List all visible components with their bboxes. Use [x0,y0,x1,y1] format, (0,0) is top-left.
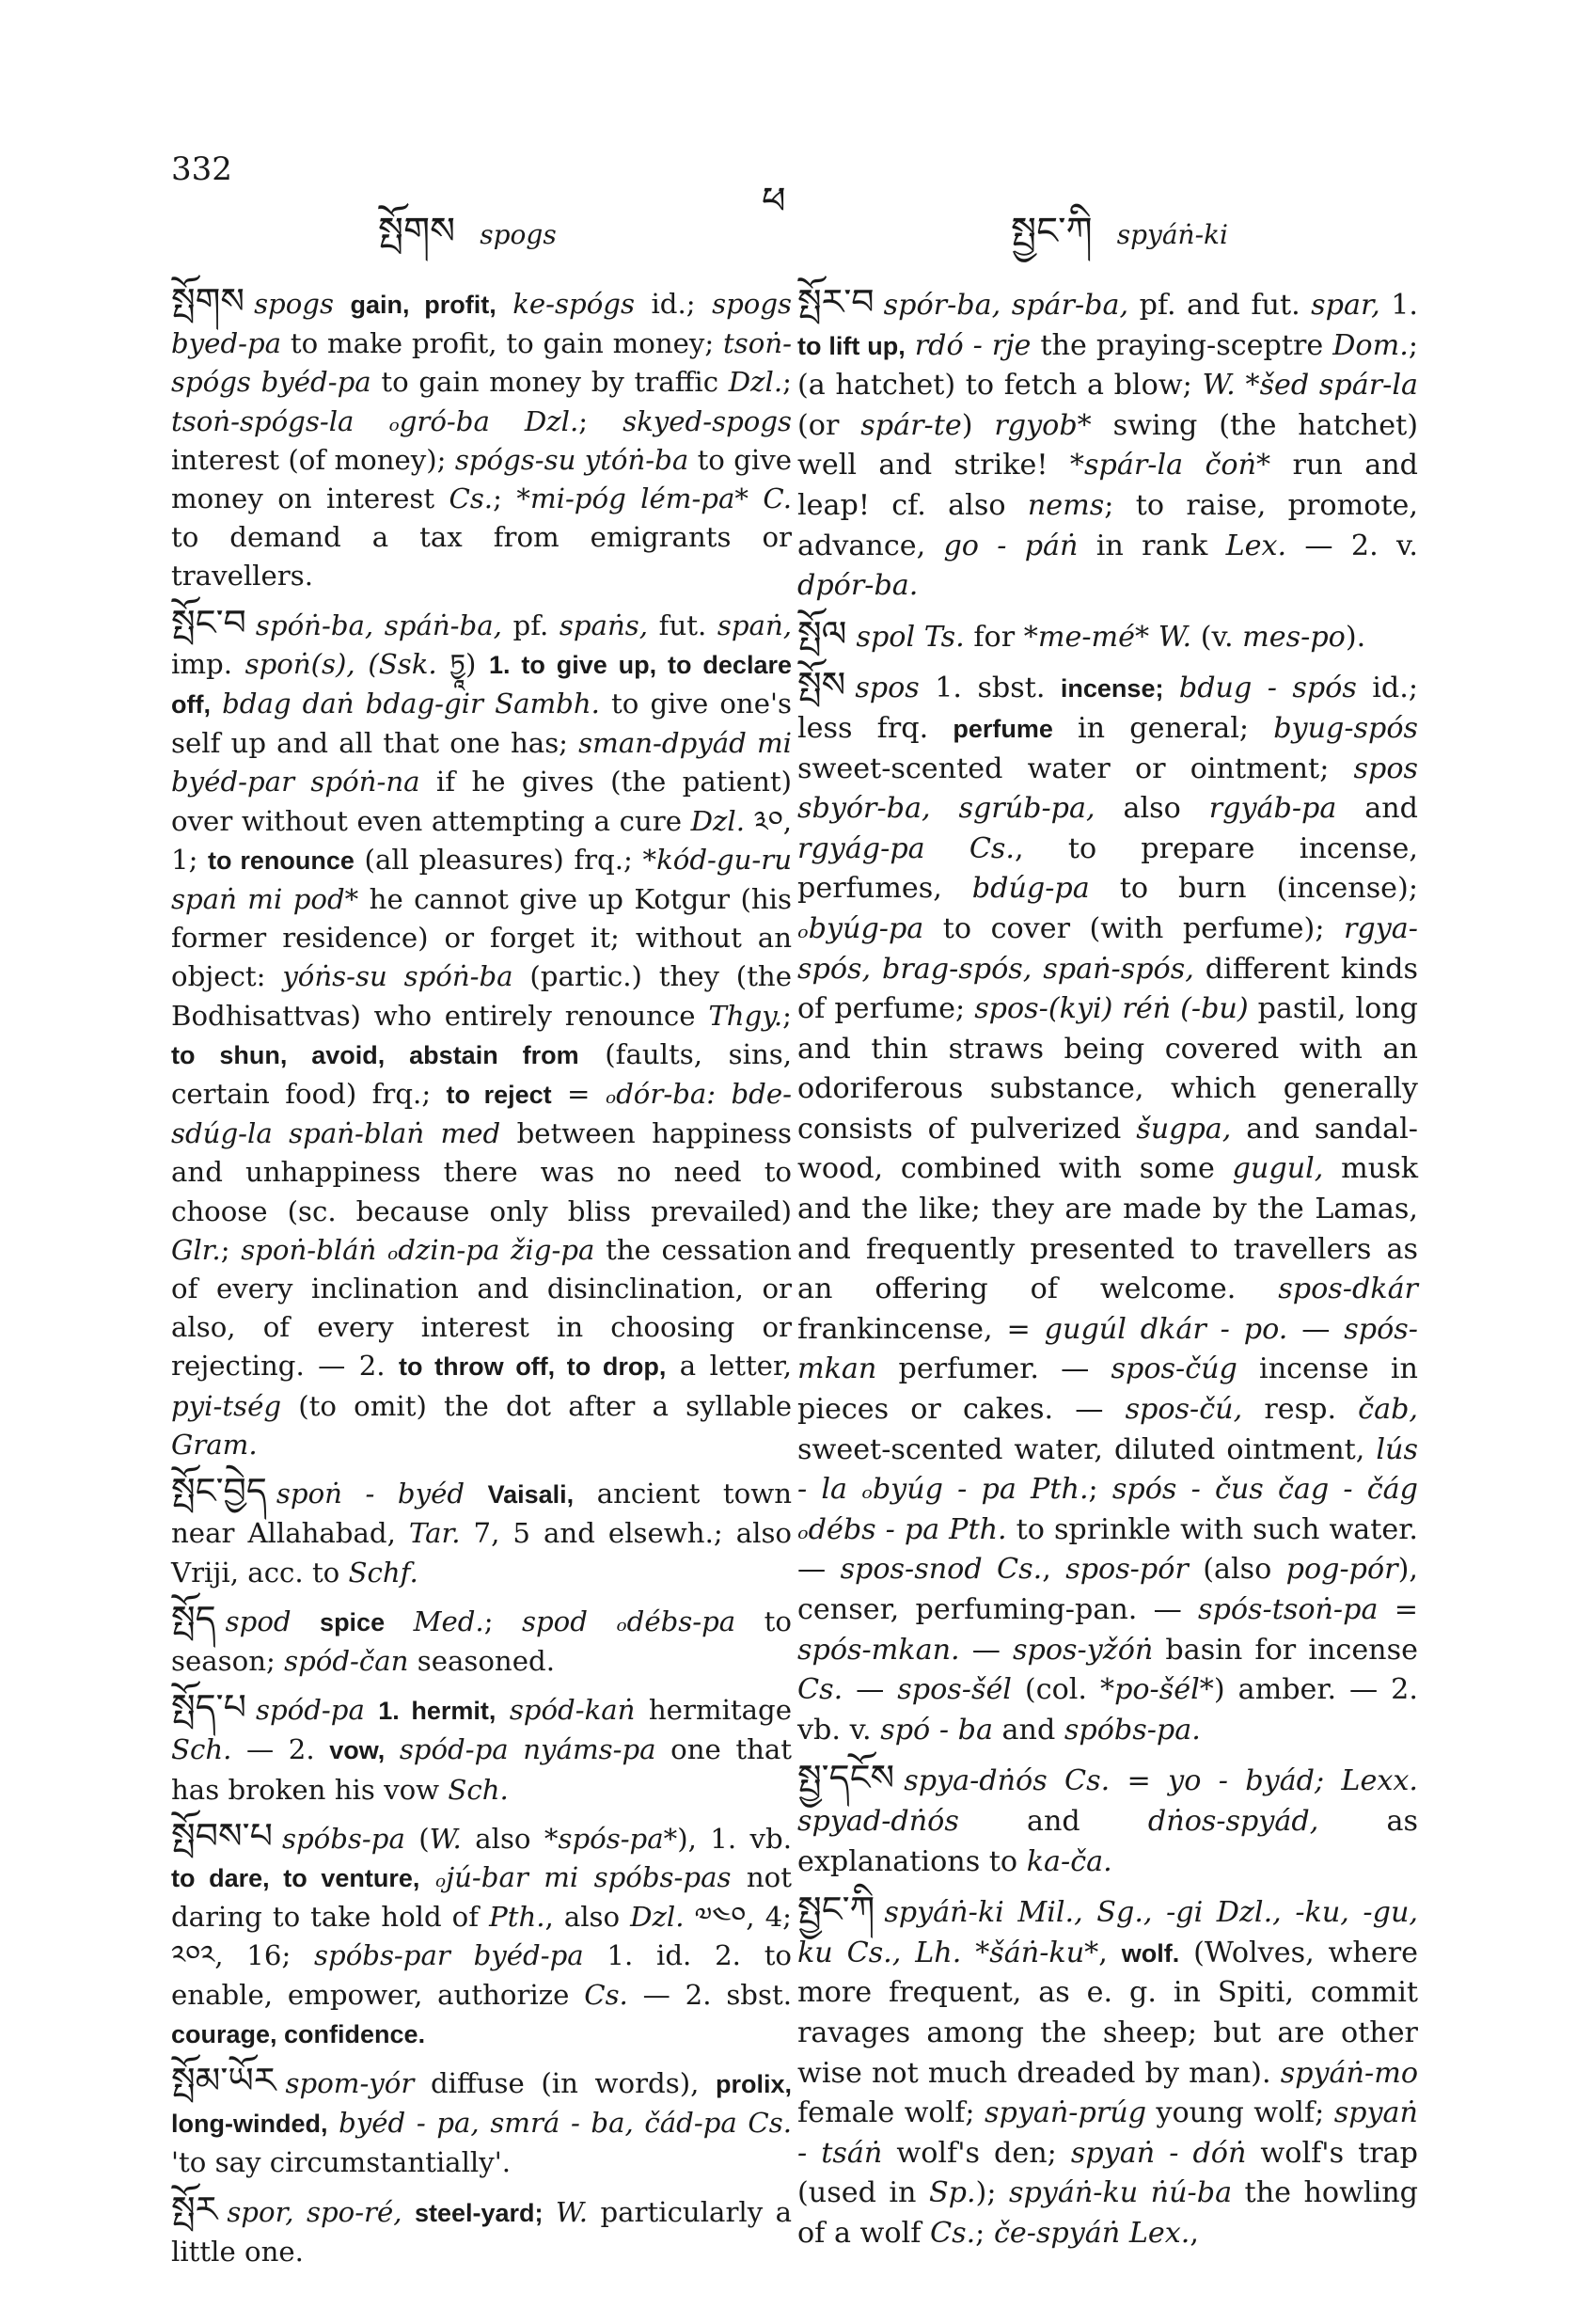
entry-text: ( [404,1822,430,1855]
entry-term-italic: spoṅ - byéd [276,1478,488,1510]
entry-term-italic: spoṅ(s), (Ssk. [244,647,437,680]
entry-term-italic: spód-kaṅ [509,1694,636,1727]
entry-headword-tibetan: སྤོད་པ [171,1686,246,1729]
entry-headword-tibetan: སྤོད [171,1597,216,1639]
entry-text: young wolf; [1146,2096,1334,2130]
entry-text: to season; [171,1605,792,1677]
entry-term-italic: spogs byed-pa [171,288,793,360]
entry-term-italic: C. [763,482,792,515]
entry-text: 1. id. 2. to enable, empower, authorize [171,1939,792,2011]
entry-definition-bold: vow, [329,1736,386,1765]
entry-text: to sprinkle with such water. — [797,1512,1418,1587]
entry-text: — [1287,1312,1345,1346]
entry-term-italic: spóṅ-ba, spáṅ-ba, [255,609,502,641]
entry-term-italic: spós-tsoṅ-pa = spós-mkan. [797,1593,1418,1667]
entry-term-italic: rdó - rje [914,328,1032,362]
entry-text [385,1605,413,1637]
entry-text: ; * [493,482,530,515]
entry-term-italic: spár-te [860,408,962,442]
entry-term-italic: gugúl dkár - po. [1044,1312,1288,1346]
entry-definition-bold: to shun, avoid, abstain from [171,1040,579,1069]
entry-text: (all pleasures) frq.; * [354,843,657,876]
entry-text: sweet-scented water or ointment; [797,751,1354,785]
entry-text [211,688,222,719]
entry-term-italic: rgyob [994,408,1078,442]
entry-text: * [734,482,764,515]
running-head-left-translit: spogs [480,219,557,250]
entry-text: * [1235,369,1260,403]
entry-term-italic: Sch. [448,1773,509,1806]
entry-definition-bold: steel-yard; [414,2198,544,2227]
entry-term-italic: spaṅ, [717,609,793,641]
entry-term-italic: nems [1027,488,1105,522]
entry-definition-bold: 1. hermit, [378,1697,496,1726]
entry-term-italic: spos-yžóṅ [1013,1633,1154,1667]
running-head-right-tibetan: སྤྱང་ཀི [1011,210,1093,253]
entry-text: 1. sbst. [919,672,1061,705]
entry-text: (col. * [1011,1673,1115,1707]
entry-term-italic: spogs [254,288,351,320]
entry-term-italic: spya-dṅós Cs. [904,1764,1111,1798]
entry-definition-bold: perfume [953,714,1053,743]
running-head-left-tibetan: སྤོགས [378,210,456,253]
entry-text: pf. [501,609,559,641]
entry-text: pastil, long and thin straws being covered with an odoriferous substance, which generally consists of pulverized [797,992,1419,1146]
entry-term-italic: spós-mkan [797,1312,1418,1386]
entry-term-italic: spyáṅ-mo [1280,2056,1418,2090]
entry-term-italic: šugpa, [1136,1112,1232,1146]
entry-text: ; [975,2216,994,2250]
entry-headword-tibetan: སྤྱ་དངོས [797,1757,895,1799]
entry-term-italic: ₒdór-ba: bde-sdúg-la spaṅ-blaṅ med [171,1078,792,1150]
entry-text: * [961,1936,990,1969]
entry-term-italic: Lex. [1225,529,1287,562]
entry-text [419,1861,434,1893]
entry-text: ; [578,404,623,437]
entry-text: particularly a little one. [171,2195,793,2268]
running-head-right [1011,188,1228,294]
entry-term-italic: Dzl. [728,366,783,399]
entry-text: ཏྱཱ) [436,647,489,680]
entry-text: (Wolves, where more frequent, as e. g. in Spiti, commit ravages among the sheep; but are other wise not much dreaded by man). [797,1936,1418,2090]
entry-term-italic: mes-po [1242,620,1346,654]
entry-term-italic: ₒjú-bar mi spóbs-pas [434,1860,732,1893]
entry-term-italic: spár-la čoṅ [1084,449,1257,482]
entry-text: fut. [648,609,717,641]
entry-text: * [1135,620,1158,654]
entry-term-italic: me-mé [1037,620,1136,654]
entry-term-italic: gugul, [1232,1152,1324,1186]
entry-text: sweet-scented water, diluted ointment, [797,1432,1377,1466]
entry-text: *, [1084,1936,1122,1969]
entry-term-italic: spos-dkár [1278,1273,1418,1306]
entry-text: ); [975,2176,1009,2210]
entry-term-italic: šed spár-la [1259,369,1419,403]
entry-text: one that has broken his vow [171,1733,793,1806]
entry-text: if he gives (the patient) over without even attempting a cure [171,766,792,837]
entry-term-italic: dpór-ba. [797,569,919,603]
entry-text: ) [961,408,995,442]
entry-text: = [551,1078,606,1111]
entry-text: female wolf; [797,2096,985,2130]
entry-headword-tibetan: སྤྱང་ཀི [797,1889,875,1931]
entry-term-italic: Dom. [1332,328,1409,362]
entry-text: , also [544,1901,631,1934]
entry-text: ; [782,999,792,1032]
entry-text: not daring to take hold of [171,1860,792,1934]
entry-text: as explanations to [797,1804,1418,1878]
entry-definition-bold: to reject [446,1081,552,1110]
entry-definition-bold: courage, confidence. [171,2019,426,2048]
dictionary-entry [797,282,1418,607]
entry-text: id.; [634,288,713,320]
entry-text: — 2. v. [1286,529,1419,562]
entry-text: and [992,1713,1064,1747]
entry-text: to cover (with perfume); [923,911,1344,945]
entry-text: 7, 5 and elsewh.; also Vriji, acc. to [171,1517,792,1589]
entry-definition-bold: to dare, to venture, [171,1863,420,1892]
entry-text: * swing (the hatchet) well and strike! * [797,408,1418,482]
entry-text: diffuse (in words), [414,2066,716,2099]
dictionary-entry [171,1688,792,1810]
entry-text: interest (of money); [171,443,455,476]
entry-text: ), censer, perfuming-pan. — [797,1553,1418,1626]
entry-text: the howling of a wolf [797,2176,1418,2250]
right-column [797,282,1418,2262]
entry-definition-bold: to lift up, [797,331,906,360]
entry-term-italic: spóbs-pa [282,1822,405,1855]
entry-text: and [958,1804,1148,1838]
entry-text: also * [461,1822,559,1855]
entry-text: to give one's self up and all that one has; [171,688,793,760]
entry-term-italic: ₒbyúg-pa [797,911,924,945]
entry-text: wolf's trap (used in [797,2136,1418,2210]
entry-term-italic: tsoṅ-spógs-la ₒgró-ba Dzl. [171,404,579,437]
running-head-left [378,188,557,294]
entry-headword-tibetan: སྤོང་བྱེད [171,1470,267,1512]
entry-term-italic: rgyág-pa Cs. [797,831,1016,865]
entry-text: ). [1345,620,1366,654]
entry-term-italic: byéd - pa, smrá - ba, čád-pa Cs. [339,2107,792,2140]
entry-term-italic: Cs. [449,482,494,515]
entry-term-italic: W. [1202,369,1236,403]
entry-term-italic: spol Ts. [856,620,965,654]
entry-term-italic: Dzl. [630,1901,685,1934]
entry-term-italic: spos-pór [1065,1553,1189,1587]
entry-term-italic: spos-čúg [1111,1352,1237,1386]
entry-text: different kinds of perfume; [797,952,1418,1026]
entry-term-italic: spar, [1311,289,1380,322]
entry-text: , to prepare incense, perfumes, [797,831,1418,906]
entry-term-italic: Cs. [584,1978,628,2011]
entry-text: ; [220,1233,242,1266]
dictionary-entry [797,665,1418,1750]
entry-text: to make profit, to gain money; [281,327,724,360]
entry-text: (faults, sins, certain food) frq.; [171,1037,793,1111]
entry-term-italic: spos-šél [897,1673,1012,1707]
entry-term-italic: po-šél [1114,1673,1200,1707]
entry-term-italic: yóṅs-su spóṅ-ba [282,960,513,993]
entry-term-italic: šáṅ-ku [989,1936,1085,1969]
entry-text: *), 1. vb. [663,1822,792,1855]
entry-text: — 2. [231,1733,330,1766]
entry-term-italic: spos [855,672,920,705]
entry-text: a letter, [666,1350,792,1383]
entry-text: * run and leap! cf. also [797,449,1418,522]
entry-text: and sandal-wood, combined with some [797,1112,1418,1186]
entry-text: 'to say circumstantially'. [171,2146,512,2179]
entry-text [496,288,513,320]
entry-term-italic: W. [1158,620,1192,654]
entry-term-italic: tsoṅ-spógs byéd-pa [171,327,792,399]
entry-term-italic: spod ₒdébs-pa [522,1605,736,1637]
entry-text: to demand a tax from emigrants or travellers. [171,521,792,593]
section-letter: ཕ [762,180,786,223]
entry-term-italic: Med. [413,1605,484,1637]
dictionary-entry [797,614,1418,658]
entry-text [906,329,915,362]
entry-text: (also [1188,1553,1286,1587]
entry-headword-tibetan: སྤོབས་པ [171,1814,273,1857]
entry-headword-tibetan: སྤོང་བ [171,601,246,643]
entry-text: ; [483,1605,522,1637]
entry-term-italic: spyaṅ - dóṅ [1070,2136,1247,2170]
entry-text: the cessation of every inclination and disinclination, or also, of every interest in choosing or rejecting. — 2. [171,1233,792,1383]
entry-text [1163,672,1178,704]
entry-term-italic: spógs-su ytóṅ-ba [454,443,689,476]
entry-text: to give money on interest [171,443,792,515]
entry-headword-tibetan: སྤོས [797,664,846,706]
entry-definition-bold: to throw off, to drop, [398,1352,667,1382]
entry-definition-bold: spice [320,1607,386,1636]
dictionary-entry [171,1472,792,1592]
entry-term-italic: spos-(kyi) réṅ (-bu) [974,992,1249,1026]
entry-term-italic: spod [225,1605,321,1637]
entry-term-italic: rgya-spós, brag-spós, spaṅ-spós, [797,911,1418,986]
entry-term-italic: spód-čan [284,1644,409,1677]
entry-text: incense in pieces or cakes. — [797,1352,1418,1427]
entry-headword-tibetan: སྤོལ [797,612,847,655]
entry-term-italic: kód-gu-ru spaṅ mi pod [171,843,793,916]
entry-term-italic: ke-spógs [512,288,635,320]
entry-term-italic: spód-pa [256,1694,379,1727]
entry-text: to gain money by traffic [370,366,729,399]
running-head-right-translit: spyáṅ-ki [1116,219,1228,250]
entry-definition-bold: 1. to give up, to declare off, [171,650,792,719]
entry-text: (v. [1191,620,1243,654]
entry-text: in general; [1052,711,1274,745]
entry-term-italic: Cs. [797,1673,843,1707]
entry-text: to burn (incense); [1089,872,1418,906]
entry-definition-bold: Vaisali, [487,1480,575,1510]
entry-definition-bold: wolf. [1121,1938,1180,1968]
entry-text: (partic.) they (the Bodhisattvas) who entirely renounce [171,960,792,1032]
entry-term-italic: če-spyáṅ Lex. [993,2216,1190,2250]
entry-text: the praying-sceptre [1031,328,1333,362]
entry-term-italic: byug-spós [1273,711,1419,745]
entry-text [496,1694,509,1726]
entry-text: ancient town near Allahabad, [171,1478,793,1550]
entry-term-italic: pog-pór [1285,1553,1398,1587]
entry-text: ; [782,366,792,399]
entry-term-italic: spór-ba, spár-ba, [883,289,1129,322]
entry-term-italic: čab, [1358,1393,1418,1427]
entry-term-italic: sman-dpyád mi byéd-par spóṅ-na [171,727,792,798]
dictionary-entry [171,1597,792,1681]
entry-term-italic: Dzl. [690,804,746,837]
entry-term-italic: spos-čú, [1125,1393,1243,1427]
entry-term-italic: spós-pa [558,1822,664,1855]
entry-text: musk and the like; they are made by the Lamas, and frequently presented to travellers as an offering of welcome. [797,1152,1418,1306]
entry-text: also [1095,792,1209,826]
entry-text: frankincense, = [797,1312,1045,1346]
entry-text: id.; less frq. [797,672,1418,745]
entry-term-italic: bdúg-pa [971,872,1090,906]
entry-term-italic: Pth. [489,1901,545,1934]
dictionary-entry [797,1889,1418,2253]
dictionary-entry [171,2059,792,2183]
entry-term-italic: spoṅ-bláṅ ₒdzin-pa žig-pa [241,1233,595,1266]
entry-term-italic: spód-pa nyáms-pa [399,1733,656,1766]
entry-term-italic: skyed-spogs [623,404,792,437]
entry-term-italic: spóbs-pa. [1064,1713,1201,1747]
entry-term-italic: spyáṅ-ku ṅú-ba [1008,2176,1233,2210]
entry-term-italic: mi-póg lém-pa [529,482,735,515]
entry-text: , [1042,1553,1066,1587]
entry-term-italic: Cs. [929,2216,976,2250]
entry-text: between happiness and unhappiness there was no need to choose (sc. because only bliss prevailed) [171,1117,792,1227]
entry-text: resp. [1242,1393,1359,1427]
entry-term-italic: lús - la ₒbyúg - pa Pth. [797,1432,1418,1507]
entry-text: 1. [1379,289,1418,322]
entry-term-italic: spos-snod Cs. [840,1553,1043,1587]
entry-term-italic: ka-ča. [1026,1844,1112,1878]
entry-term-italic: Gram. [171,1428,258,1461]
entry-text: , [1190,2216,1199,2250]
entry-term-italic: Tar. [408,1517,461,1550]
entry-term-italic: go - páṅ [943,529,1079,562]
entry-term-italic: rgyáb-pa [1208,792,1337,826]
dictionary-entry [171,1814,792,2054]
entry-term-italic: W. [429,1822,462,1855]
entry-term-italic: Sch. [171,1733,232,1766]
entry-term-italic: bdag daṅ bdag-gir Sambh. [222,688,600,720]
entry-definition-bold: to renounce [208,846,355,875]
entry-text: imp. [171,647,245,680]
entry-headword-tibetan: སྤོམ་ཡོར [171,2059,276,2101]
page-number: 332 [171,150,232,188]
entry-text: in rank [1078,529,1226,562]
entry-text: (or [797,408,861,442]
dictionary-entry [171,2190,792,2271]
left-column [171,282,792,2279]
entry-definition-bold: prolix, long-winded, [171,2069,792,2139]
entry-text: — [959,1633,1014,1667]
entry-headword-tibetan: སྤོར [171,2188,218,2230]
entry-term-italic: spom-yór [285,2066,415,2099]
entry-term-italic: spó - ba [880,1713,993,1747]
entry-term-italic: Thgy. [708,999,783,1032]
entry-term-italic: Sp. [928,2176,976,2210]
entry-text: pf. and fut. [1128,289,1312,322]
entry-headword-tibetan: སྤོར་བ [797,281,875,323]
entry-term-italic: spóbs-par byéd-pa [314,1939,584,1972]
entry-text: for * [964,620,1038,654]
dictionary-entry [171,601,793,1464]
entry-text: ༧༤༠, 4; ༢༠༢, 16; [171,1901,792,1972]
entry-term-italic: spaṅs, [559,609,649,641]
entry-text: — [843,1673,898,1707]
entry-text [385,1733,400,1765]
entry-text: — 2. sbst. [627,1978,792,2011]
entry-term-italic: spor, spo-ré, [227,2195,415,2228]
entry-text: (to omit) the dot after a syllable [281,1389,792,1422]
dictionary-entry [797,1758,1418,1882]
entry-term-italic: dṅos-spyád, [1147,1804,1319,1838]
entry-text [544,2196,556,2228]
entry-headword-tibetan: སྤོགས [171,280,245,322]
entry-text: wolf's den; [882,2136,1071,2170]
entry-text: basin for incense [1153,1633,1418,1667]
entry-text: and [1336,792,1418,826]
entry-text: perfumer. — [876,1352,1111,1386]
entry-term-italic: yo - byád; Lexx. [1168,1764,1418,1798]
entry-term-italic: bdug - spós [1178,672,1357,705]
entry-text: ༣༠, 1; [171,804,792,876]
entry-text [327,2107,339,2139]
entry-text: hermitage [635,1694,792,1727]
entry-term-italic: spyad-dṅós [797,1804,959,1838]
entry-text: ; (a hatchet) to fetch a blow; [797,328,1419,403]
entry-term-italic: spos sbyór-ba, sgrúb-pa, [797,751,1418,826]
entry-term-italic: spyaṅ - tsáṅ [797,2096,1418,2170]
entry-text: = [1110,1764,1169,1798]
entry-term-italic: spyáṅ-ki Mil., Sg., -gi Dzl., -ku, -gu, ku Cs., Lh. [797,1896,1418,1969]
entry-term-italic: spós - čus čag - čág ₒdébs - pa Pth. [797,1473,1418,1546]
entry-text: ; [1088,1473,1112,1507]
entry-term-italic: spyaṅ-prúg [985,2096,1147,2130]
entry-term-italic: pyi-tség [171,1389,282,1422]
entry-text: * he cannot give up Kotgur (his former residence) or forget it; without an object: [171,883,792,993]
entry-text: *) amber. — 2. vb. v. [797,1673,1418,1747]
entry-term-italic: Schf. [348,1556,418,1589]
entry-text: ; to raise, promote, advance, [797,488,1418,562]
entry-definition-bold: incense; [1060,674,1164,704]
entry-text: seasoned. [408,1644,555,1677]
entry-term-italic: Glr. [171,1233,221,1266]
entry-term-italic: W. [555,2195,589,2228]
entry-definition-bold: gain, profit, [350,291,496,319]
dictionary-entry [171,282,792,596]
